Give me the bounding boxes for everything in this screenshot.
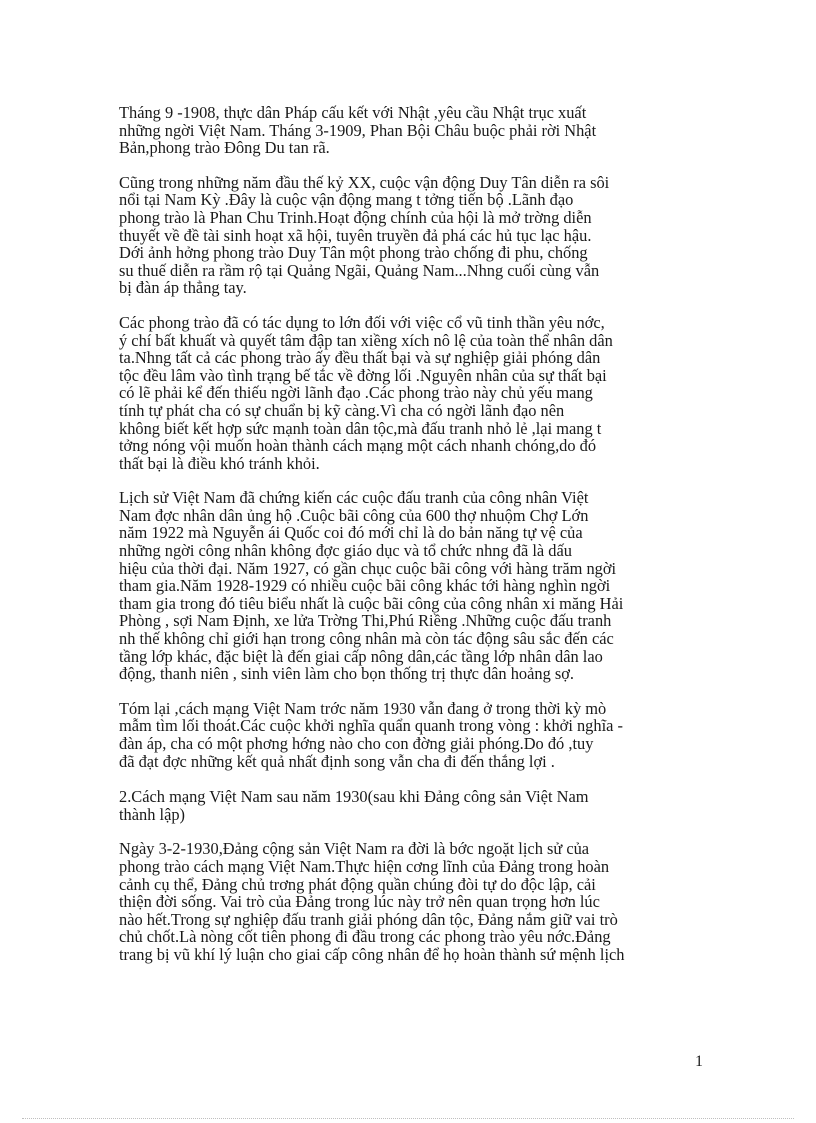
paragraph bbox=[119, 840, 704, 963]
text-line: Tháng 9 -1908, thực dân Pháp cấu kết với Nhật ,yêu cầu Nhật trục xuất bbox=[119, 103, 587, 122]
text-line: thuyết về đề tài sinh hoạt xã hội, tuyên truyền đả phá các hủ tục lạc hậu. bbox=[119, 225, 592, 245]
paragraph bbox=[119, 489, 704, 683]
text-line: Bản,phong trào Đông Du tan rã. bbox=[119, 138, 330, 158]
text-line: đàn áp, cha có một phơng hớng nào cho con đờng giải phóng.Do đó ,tuy bbox=[119, 734, 594, 753]
text-line: nổi tại Nam Kỳ .Đây là cuộc vận động mang t tởng tiến bộ .Lãnh đạo bbox=[119, 190, 574, 210]
text-line: Cũng trong những năm đầu thế kỷ XX, cuộc vận động Duy Tân diễn ra sôi bbox=[119, 172, 610, 192]
page-number: 1 bbox=[695, 1053, 703, 1070]
text-line: tởng nóng vội muốn hoàn thành cách mạng một cách nhanh chóng,do đó bbox=[119, 436, 597, 456]
text-line: Ngày 3-2-1930,Đảng cộng sản Việt Nam ra đời là bớc ngoặt lịch sử của bbox=[119, 839, 590, 859]
section-heading bbox=[119, 788, 704, 823]
paragraph bbox=[119, 104, 704, 157]
text-line: trang bị vũ khí lý luận cho giai cấp công nhân để họ hoàn thành sứ mệnh lịch bbox=[119, 944, 625, 964]
text-line: Lịch sử Việt Nam đã chứng kiến các cuộc đấu tranh của công nhân Việt bbox=[119, 488, 589, 508]
text-line: su thuế diễn ra rầm rộ tại Quảng Ngãi, Quảng Nam...Nhng cuối cùng vẫn bbox=[119, 260, 600, 280]
text-line: động, thanh niên , sinh viên làm cho bọn thống trị thực dân hoảng sợ. bbox=[119, 664, 575, 684]
text-line: bị đàn áp thẳng tay. bbox=[119, 278, 247, 298]
text-line: mẫm tìm lối thoát.Các cuộc khởi nghĩa quẩn quanh trong vòng : khởi nghĩa - bbox=[119, 716, 623, 736]
text-line: thiện đời sống. Vai trò của Đảng trong lúc này trở nên quan trọng hơn lúc bbox=[119, 892, 600, 912]
text-line: Phòng , sợi Nam Định, xe lửa Trờng Thi,Phú Riềng .Những cuộc đấu tranh bbox=[119, 611, 612, 631]
text-line: Nam đợc nhân dân ủng hộ .Cuộc bãi công của 600 thợ nhuộm Chợ Lớn bbox=[119, 505, 589, 525]
text-line: tính tự phát cha có sự chuẩn bị kỹ càng.Vì cha có ngời lãnh đạo nên bbox=[119, 400, 565, 420]
text-line: có lẽ phải kể đến thiếu ngời lãnh đạo .Các phong trào này chủ yếu mang bbox=[119, 383, 593, 403]
text-line: thành lập) bbox=[119, 804, 185, 824]
text-line: tầng lớp khác, đặc biệt là đến giai cấp nông dân,các tầng lớp nhân dân lao bbox=[119, 646, 603, 666]
paragraph bbox=[119, 314, 704, 472]
text-line: tham gia trong đó tiêu biểu nhất là cuộc bãi công của công nhân xi măng Hải bbox=[119, 593, 624, 613]
text-line: thất bại là điều khó tránh khỏi. bbox=[119, 453, 320, 473]
text-line: Dới ảnh hởng phong trào Duy Tân một phong trào chống đi phu, chống bbox=[119, 243, 588, 263]
text-line: ý chí bất khuất và quyết tâm đập tan xiềng xích nô lệ của toàn thể nhân dân bbox=[119, 330, 613, 350]
text-line: 2.Cách mạng Việt Nam sau năm 1930(sau khi Đảng công sản Việt Nam bbox=[119, 787, 589, 807]
paragraph bbox=[119, 174, 704, 297]
text-line: Tóm lại ,cách mạng Việt Nam trớc năm 1930 vẫn đang ở trong thời kỳ mò bbox=[119, 698, 607, 718]
text-line: phong trào cách mạng Việt Nam.Thực hiện cơng lĩnh của Đảng trong hoàn bbox=[119, 856, 610, 876]
text-line: tham gia.Năm 1928-1929 có nhiều cuộc bãi công khác tới hàng nghìn ngời bbox=[119, 576, 611, 596]
text-line: tộc đều lâm vào tình trạng bế tắc về đờng lối .Nguyên nhân của sự thất bại bbox=[119, 365, 607, 385]
text-line: nào hết.Trong sự nghiệp đấu tranh giải phóng dân tộc, Đảng nắm giữ vai trò bbox=[119, 909, 618, 929]
text-line: chủ chốt.Là nòng cốt tiên phong đi đầu trong các phong trào yêu nớc.Đảng bbox=[119, 927, 611, 947]
page-bottom-divider bbox=[22, 1118, 794, 1119]
text-line: đã đạt đợc những kết quả nhất định song vẫn cha đi đến thắng lợi . bbox=[119, 751, 555, 771]
text-line: không biết kết hợp sức mạnh toàn dân tộc,mà đấu tranh nhỏ lẻ ,lại mang t bbox=[119, 418, 602, 438]
text-line: hiệu của thời đại. Năm 1927, có gần chục cuộc bãi công với hàng trăm ngời bbox=[119, 558, 617, 578]
text-line: phong trào là Phan Chu Trinh.Hoạt động chính của hội là mở trờng diễn bbox=[119, 207, 592, 227]
text-line: cảnh cụ thể, Đảng chủ trơng phát động quần chúng đòi tự do độc lập, cải bbox=[119, 874, 596, 894]
paragraph bbox=[119, 700, 704, 770]
document-body bbox=[119, 104, 704, 981]
text-line: nh thế không chỉ giới hạn trong công nhân mà còn tác động sâu sắc đến các bbox=[119, 629, 614, 649]
text-line: những ngời công nhân không đợc giáo dục và tổ chức nhng đã là dấu bbox=[119, 541, 572, 561]
text-line: Các phong trào đã có tác dụng to lớn đối với việc cổ vũ tinh thần yêu nớc, bbox=[119, 312, 605, 332]
text-line: những ngời Việt Nam. Tháng 3-1909, Phan Bội Châu buộc phải rời Nhật bbox=[119, 120, 597, 140]
text-line: ta.Nhng tất cả các phong trào ấy đều thất bại và sự nghiệp giải phóng dân bbox=[119, 348, 601, 368]
text-line: năm 1922 mà Nguyễn ái Quốc coi đó mới chỉ là do bản năng tự vệ của bbox=[119, 523, 583, 543]
